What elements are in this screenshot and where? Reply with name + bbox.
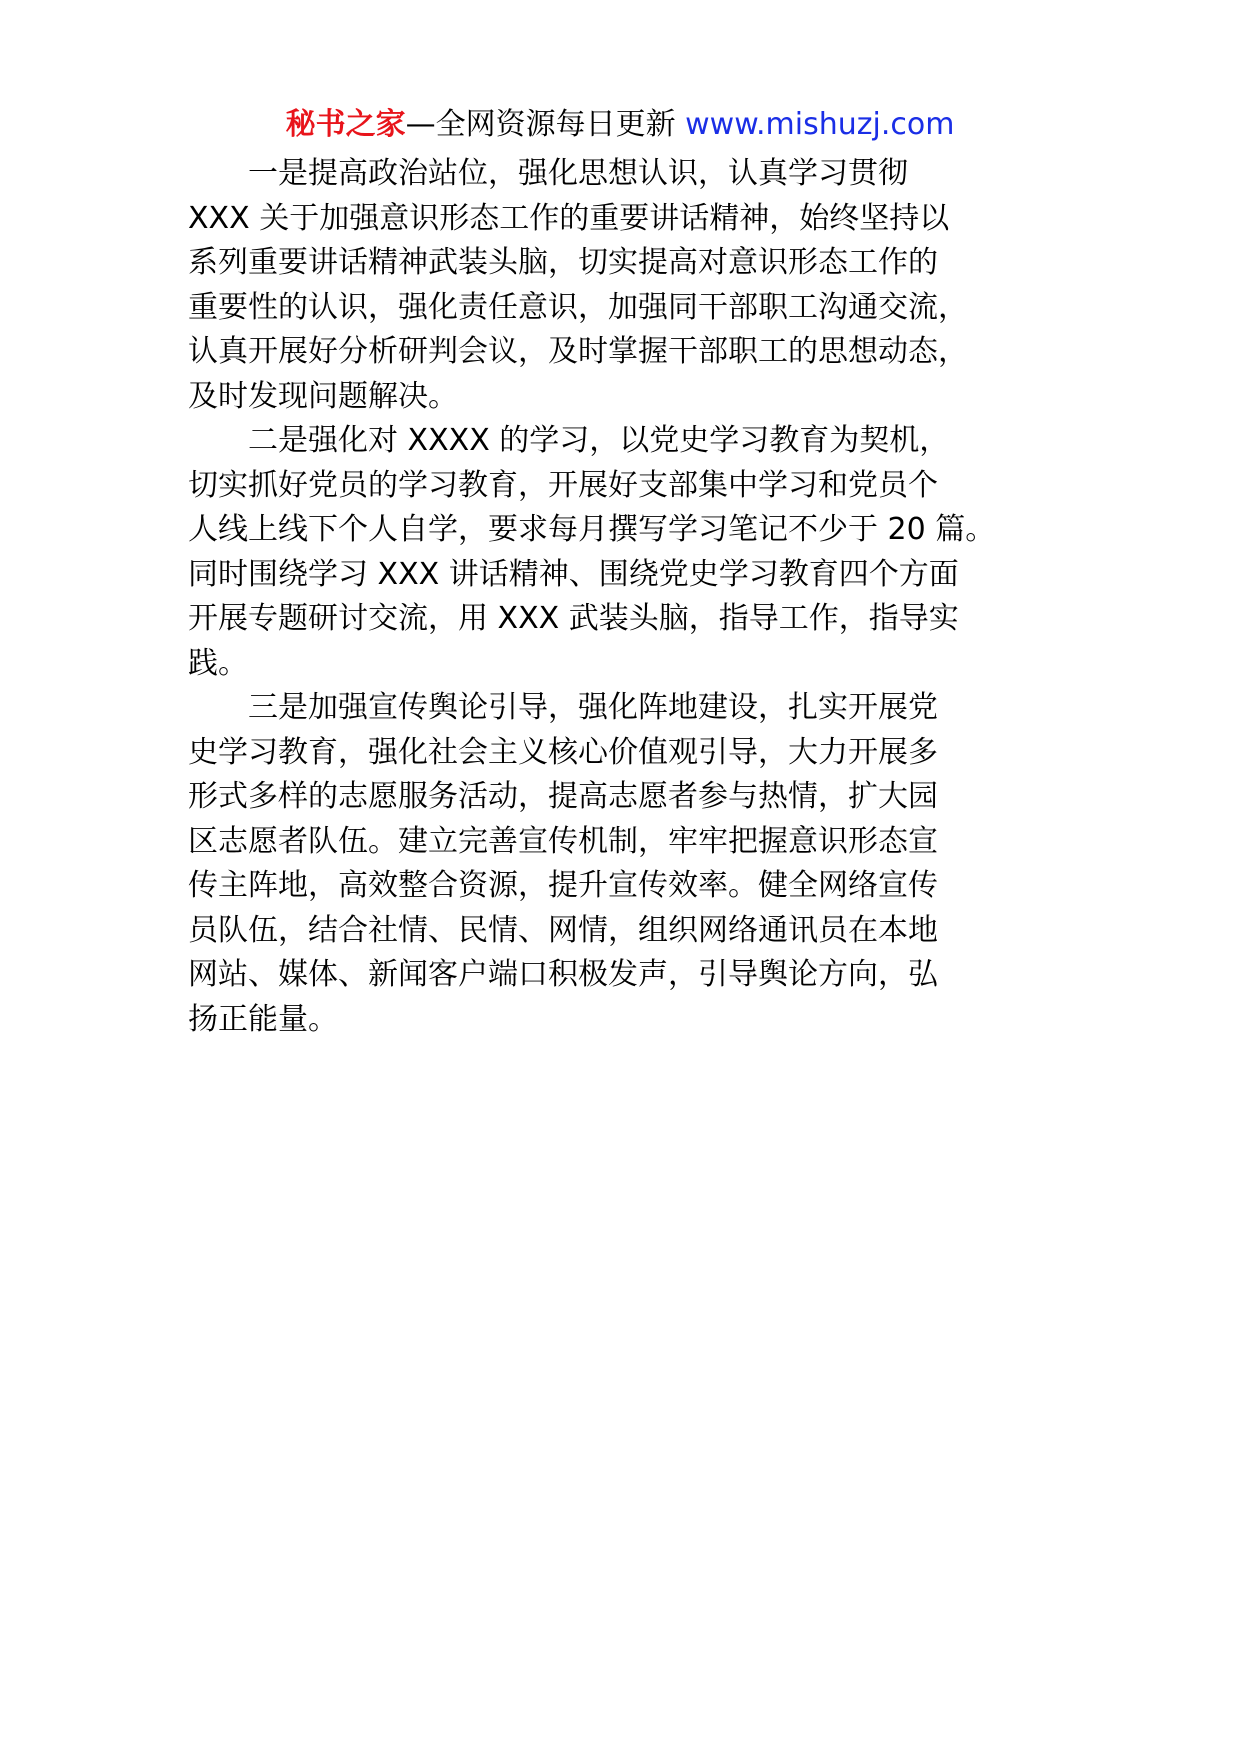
text-line: 网站、媒体、新闻客户端口积极发声，引导舆论方向，弘 <box>188 957 938 992</box>
text-line: 史学习教育，强化社会主义核心价值观引导，大力开展多 <box>188 734 938 770</box>
site-url-link[interactable]: www.mishuzj.com <box>685 107 955 142</box>
text-line: XXX 关于加强意识形态工作的重要讲话精神，始终坚持以 <box>188 200 950 236</box>
document-body <box>188 152 1068 1042</box>
text-line: 一是提高政治站位，强化思想认识，认真学习贯彻 <box>248 156 908 191</box>
text-line: 形式多样的志愿服务活动，提高志愿者参与热情，扩大园 <box>188 779 938 814</box>
text-line: 扬正能量。 <box>188 1001 338 1037</box>
text-line: 认真开展好分析研判会议，及时掌握干部职工的思想动态， <box>188 334 968 369</box>
text-line: 传主阵地，高效整合资源，提升宣传效率。健全网络宣传 <box>188 868 938 903</box>
text-line: 二是强化对 XXXX 的学习，以党史学习教育为契机， <box>248 423 950 458</box>
page-header <box>0 104 1240 146</box>
paragraph-2 <box>188 419 1068 686</box>
text-line: 员队伍，结合社情、民情、网情，组织网络通讯员在本地 <box>188 912 938 948</box>
brand-name: 秘书之家 <box>285 107 406 142</box>
paragraph-1 <box>188 152 1068 419</box>
text-line: 及时发现问题解决。 <box>188 378 458 414</box>
text-line: 开展专题研讨交流，用 XXX 武装头脑，指导工作，指导实 <box>188 601 959 636</box>
text-line: 三是加强宣传舆论引导，强化阵地建设，扎实开展党 <box>248 690 938 725</box>
paragraph-3 <box>188 686 1068 1042</box>
text-line: 系列重要讲话精神武装头脑，切实提高对意识形态工作的 <box>188 245 938 280</box>
text-line: 践。 <box>188 645 248 681</box>
header-tagline: —全网资源每日更新 <box>405 107 676 142</box>
text-line: 同时围绕学习 XXX 讲话精神、围绕党史学习教育四个方面 <box>188 556 959 592</box>
text-line: 切实抓好党员的学习教育，开展好支部集中学习和党员个 <box>188 467 938 503</box>
text-line: 区志愿者队伍。建立完善宣传机制，牢牢把握意识形态宣 <box>188 823 938 859</box>
text-line: 重要性的认识，强化责任意识，加强同干部职工沟通交流， <box>188 289 968 325</box>
text-line: 人线上线下个人自学，要求每月撰写学习笔记不少于 20 篇。 <box>188 512 996 547</box>
